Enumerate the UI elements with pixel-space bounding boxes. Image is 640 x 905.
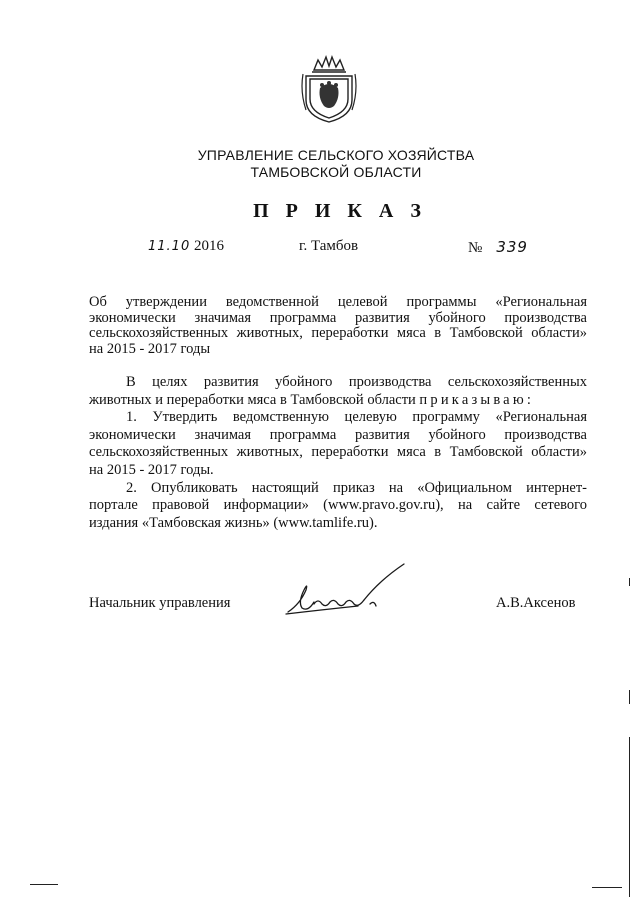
order-subject — [89, 295, 587, 357]
body-line: В целях развития убойного производства сельскохозяйственных — [126, 374, 587, 390]
coat-of-arms-emblem — [300, 52, 358, 124]
scan-edge-mark — [629, 737, 630, 897]
body-line: сельскохозяйственных животных, переработки мяса в Тамбовской области» — [89, 444, 587, 461]
number-handwritten: 339 — [496, 238, 528, 256]
date-handwritten: 11.10 — [148, 239, 191, 254]
subject-line: сельскохозяйственных животных, переработки мяса в Тамбовской области» — [89, 325, 587, 341]
subject-line: Об утверждении ведомственной целевой программы «Региональная — [89, 294, 587, 310]
document-date — [148, 238, 224, 255]
document-number — [468, 238, 528, 257]
subject-line: экономически значимая программа развития убойного производства — [89, 309, 587, 326]
scan-edge-mark — [30, 884, 58, 885]
scan-edge-mark — [629, 578, 630, 586]
order-word: приказываю — [419, 391, 527, 408]
signatory-name: А.В.Аксенов — [496, 595, 576, 611]
body-text: животных и переработки мяса в Тамбовской области — [89, 391, 420, 408]
body-line: на 2015 - 2017 годы. — [89, 461, 214, 478]
order-body — [89, 374, 587, 532]
agency-name-line2: ТАМБОВСКОЙ ОБЛАСТИ — [250, 164, 422, 180]
body-text: : — [526, 391, 531, 408]
document-city: г. Тамбов — [299, 238, 359, 254]
body-line — [89, 392, 587, 410]
body-line: портале правовой информации» (www.pravo.gov.ru), на сайте сетевого — [89, 497, 587, 514]
scan-edge-mark — [592, 887, 622, 888]
date-year: 2016 — [193, 238, 224, 254]
signatory-position: Начальник управления — [89, 595, 231, 611]
subject-line: на 2015 - 2017 годы — [89, 340, 211, 357]
body-line: 2. Опубликовать настоящий приказ на «Официальном интернет- — [126, 479, 587, 496]
handwritten-signature — [280, 560, 410, 620]
number-label: № — [468, 240, 483, 256]
agency-name-line1: УПРАВЛЕНИЕ СЕЛЬСКОГО ХОЗЯЙСТВА — [197, 147, 475, 163]
document-title: П Р И К А З — [253, 200, 427, 222]
body-line: 1. Утвердить ведомственную целевую программу «Региональная — [126, 409, 587, 426]
scan-edge-mark — [629, 690, 630, 704]
body-line: издания «Тамбовская жизнь» (www.tamlife.ru). — [89, 514, 378, 531]
body-line: экономически значимая программа развития убойного производства — [89, 426, 587, 443]
